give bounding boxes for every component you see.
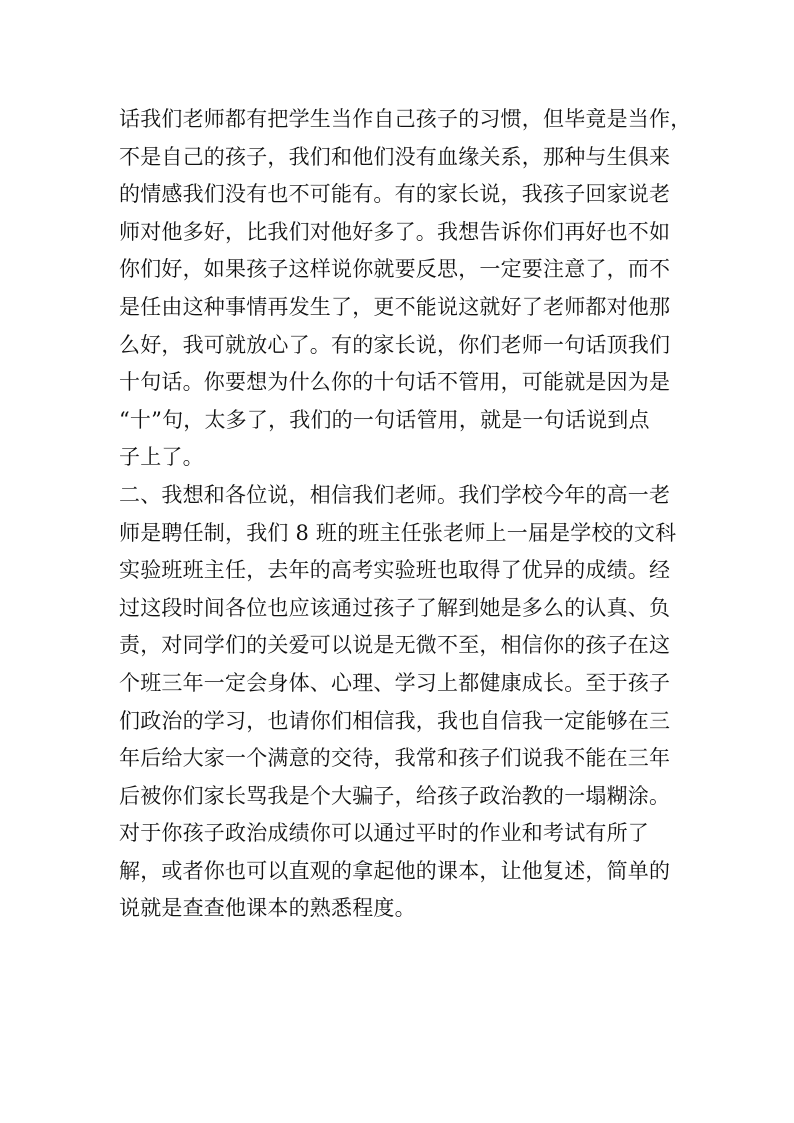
text-line-8: 十句话。你要想为什么你的十句话不管用，可能就是因为是 <box>119 370 671 395</box>
text-line-18: 年后给大家一个满意的交待，我常和孩子们说我不能在三年 <box>119 746 671 771</box>
text-line-11: 二、我想和各位说，相信我们老师。我们学校今年的高一老 <box>119 482 671 507</box>
text-line-4: 师对他多好，比我们对他好多了。我想告诉你们再好也不如 <box>119 219 671 244</box>
text-line-13: 实验班班主任，去年的高考实验班也取得了优异的成绩。经 <box>119 558 671 583</box>
text-line-19: 后被你们家长骂我是个大骗子，给孩子政治教的一塌糊涂。 <box>119 783 671 808</box>
text-line-2: 不是自己的孩子，我们和他们没有血缘关系，那种与生俱来 <box>119 144 671 169</box>
text-line-7: 么好，我可就放心了。有的家长说，你们老师一句话顶我们 <box>119 332 671 357</box>
text-line-12: 师是聘任制，我们 8 班的班主任张老师上一届是学校的文科 <box>119 520 677 545</box>
text-line-14: 过这段时间各位也应该通过孩子了解到她是多么的认真、负 <box>119 595 671 620</box>
document-body-text <box>119 101 699 928</box>
text-line-17: 们政治的学习，也请你们相信我，我也自信我一定能够在三 <box>119 708 671 733</box>
text-line-5: 你们好，如果孩子这样说你就要反思，一定要注意了，而不 <box>119 257 671 282</box>
text-line-9: “十”句，太多了，我们的一句话管用，就是一句话说到点 <box>119 407 650 432</box>
text-line-15: 责，对同学们的关爱可以说是无微不至，相信你的孩子在这 <box>119 633 671 658</box>
text-line-22: 说就是查查他课本的熟悉程度。 <box>119 896 416 921</box>
text-line-16: 个班三年一定会身体、心理、学习上都健康成长。至于孩子 <box>119 670 671 695</box>
text-line-10: 子上了。 <box>119 445 204 470</box>
text-line-21: 解，或者你也可以直观的拿起他的课本，让他复述，简单的 <box>119 858 671 883</box>
text-line-1: 话我们老师都有把学生当作自己孩子的习惯，但毕竟是当作， <box>119 107 692 131</box>
text-line-20: 对于你孩子政治成绩你可以通过平时的作业和考试有所了 <box>119 821 649 846</box>
text-line-6: 是任由这种事情再发生了，更不能说这就好了老师都对他那 <box>119 294 671 319</box>
text-line-3: 的情感我们没有也不可能有。有的家长说，我孩子回家说老 <box>119 182 671 207</box>
